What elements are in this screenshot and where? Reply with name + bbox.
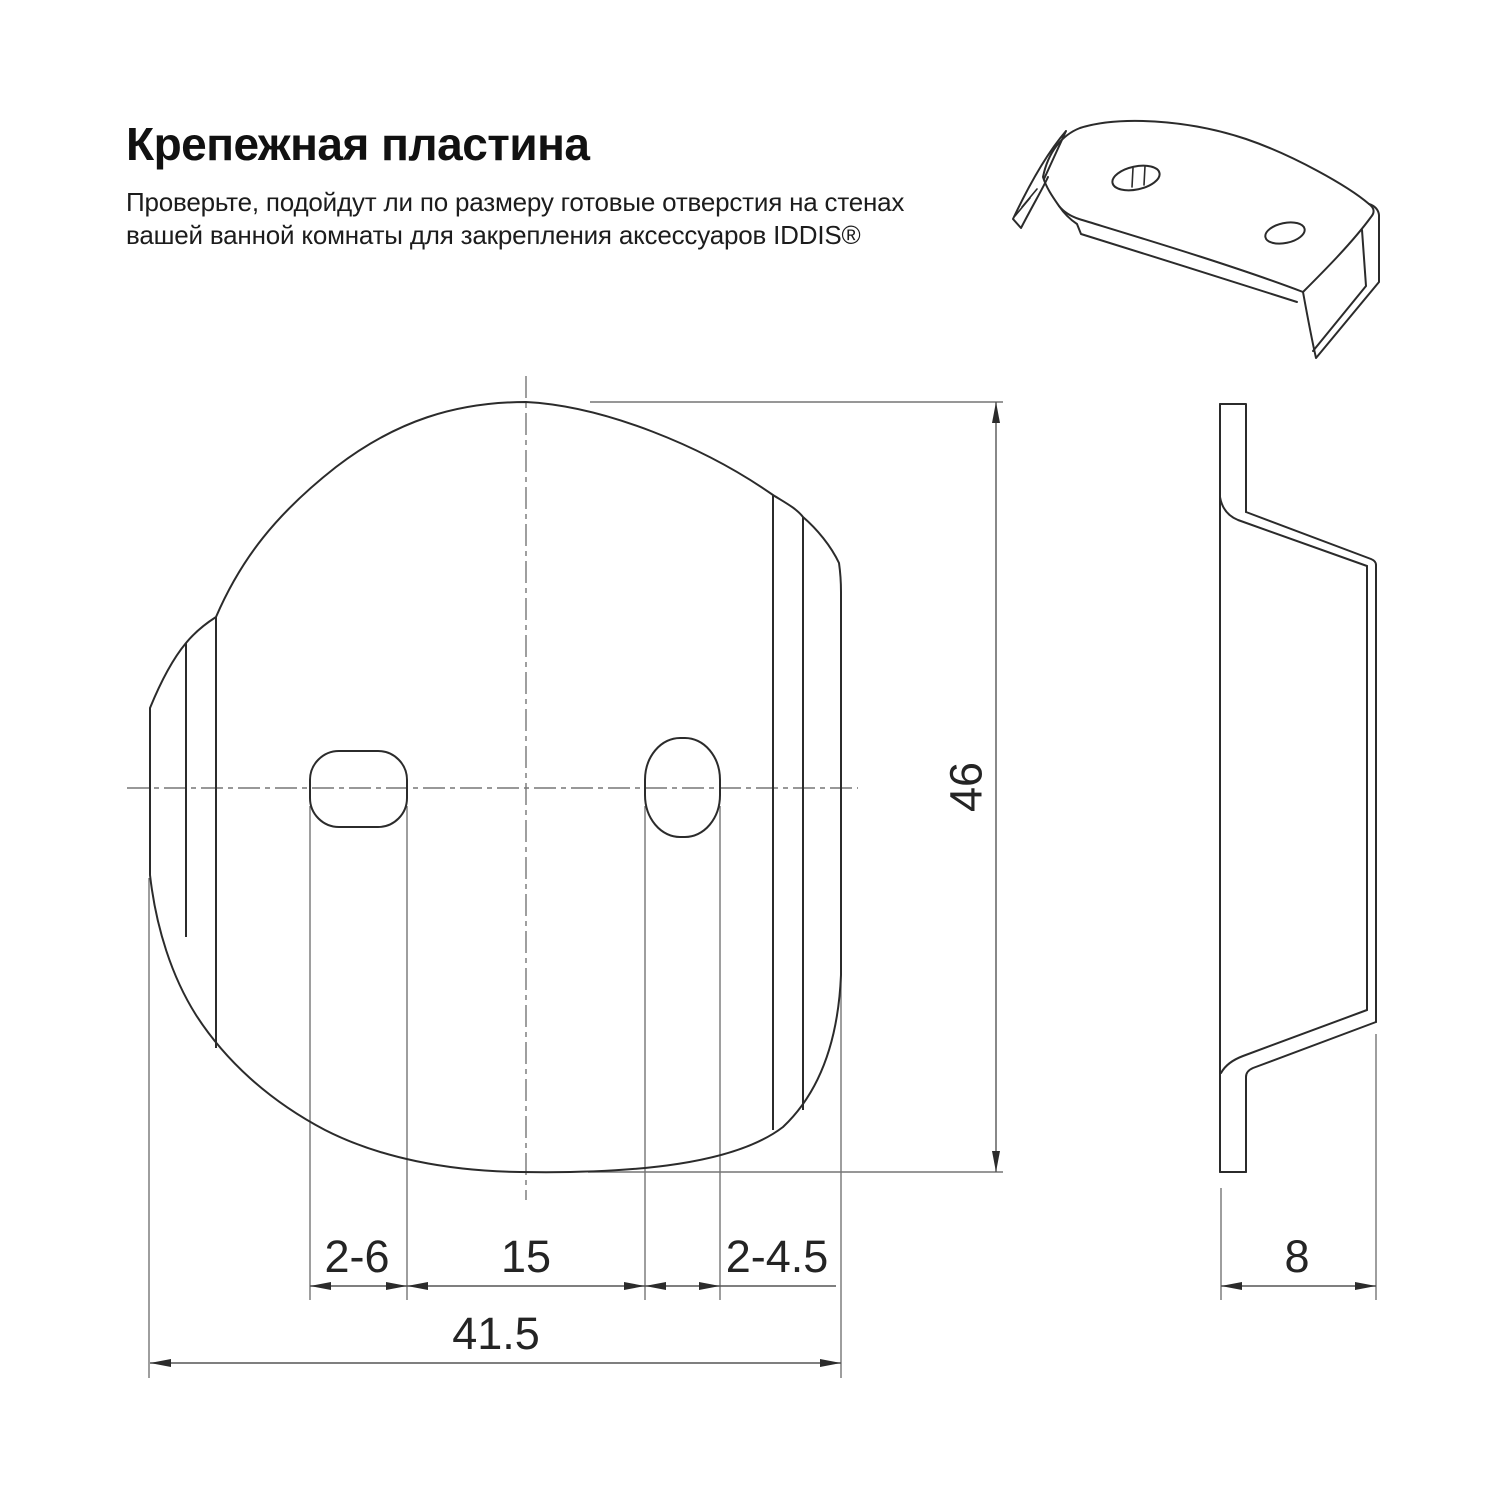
arrow-right [1355,1282,1376,1290]
front-extension-lines [149,402,1003,1378]
arrow-right [820,1359,841,1367]
arrow-left [150,1359,171,1367]
iso-hole-right [1263,219,1306,247]
iso-hole-left-wall [1132,166,1145,187]
description-line-2: вашей ванной комнаты для закрепления аксессуаров IDDIS® [126,220,861,250]
side-profile [1220,404,1376,1172]
dim-label-hole-right: 2-4.5 [725,1231,829,1282]
iso-hole-left [1110,162,1162,194]
side-view [1220,404,1376,1300]
plate-outline-group [150,402,841,1172]
side-top-tab [1220,404,1246,512]
isometric-view [1013,121,1379,358]
plate-outline [150,402,841,1172]
arrow-left [310,1282,331,1290]
arrow-left [1221,1282,1242,1290]
dim-label-plate-height: 46 [940,761,992,813]
centerlines [127,376,858,1200]
side-bottom-bend-outer [1246,1022,1376,1172]
iso-front-thickness-edge [1059,206,1297,302]
iso-top-face [1043,121,1374,292]
side-top-bend-inner [1220,497,1367,566]
side-bottom-bend-inner [1221,1010,1367,1073]
dim-label-hole-spacing: 15 [500,1231,552,1282]
iso-right-flange-thickness [1313,230,1366,351]
description-line-1: Проверьте, подойдут ли по размеру готовые отверстия на стенах [126,187,905,217]
arrow-right [624,1282,645,1290]
front-dimension-labels [324,762,991,1359]
dim-label-hole-left: 2-6 [324,1231,390,1282]
arrow-up [992,402,1000,423]
dim-label-plate-width: 41.5 [452,1308,540,1359]
front-view [127,376,1003,1378]
arrow-left [645,1282,666,1290]
mounting-hole-left [310,751,407,827]
arrow-right [699,1282,720,1290]
side-top-bend-outer [1246,512,1376,565]
arrow-left [407,1282,428,1290]
dim-label-plate-depth: 8 [1284,1231,1310,1282]
front-dimension-lines [150,402,996,1363]
arrow-right [386,1282,407,1290]
page-title: Крепежная пластина [126,118,590,170]
arrow-down [992,1151,1000,1172]
front-dimension-arrows [150,402,1000,1367]
